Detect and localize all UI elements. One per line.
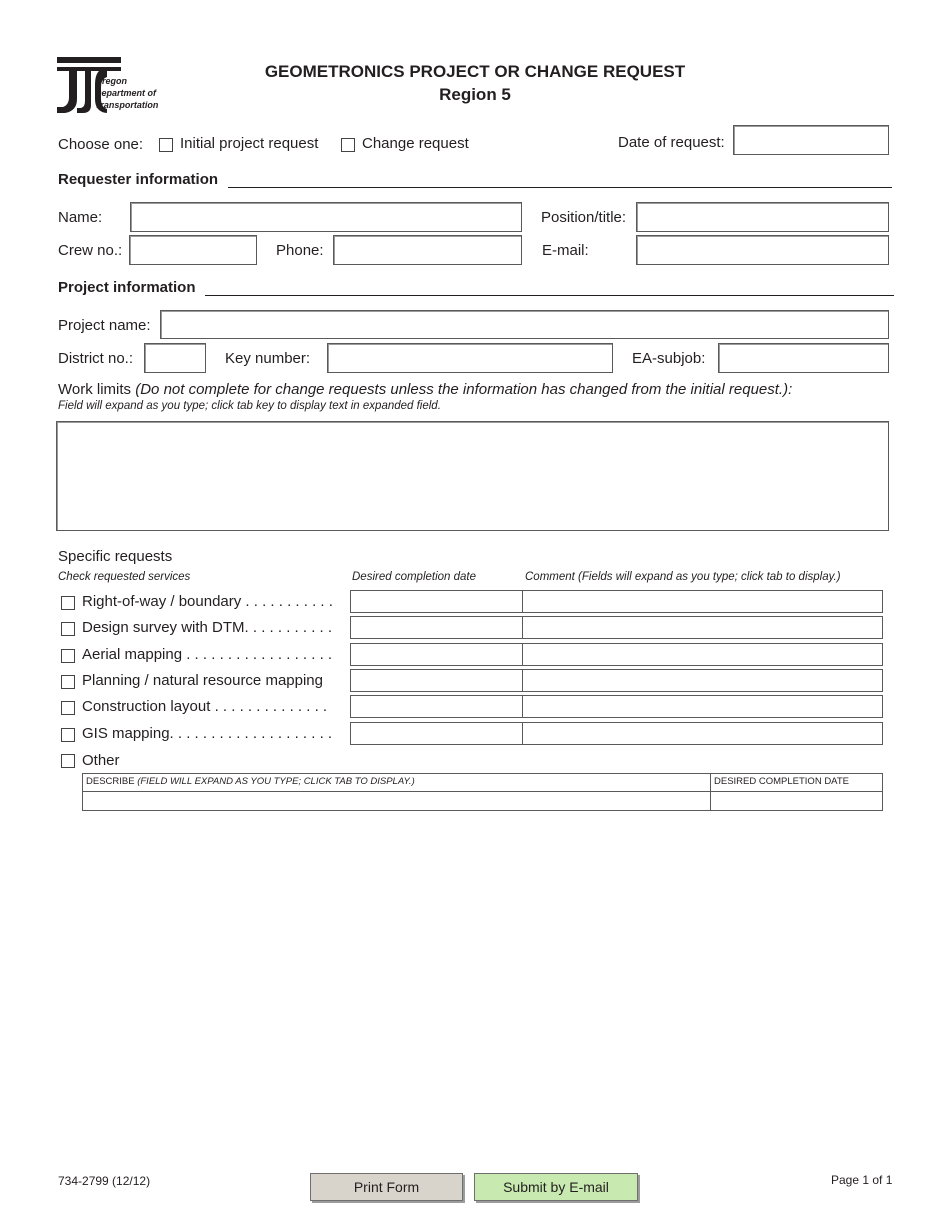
name-label: Name: <box>58 209 103 226</box>
service-checkbox[interactable] <box>61 596 75 610</box>
service-comment-field[interactable] <box>522 590 883 613</box>
comment-column-header: Comment (Fields will expand as you type; click tab to display.) <box>525 571 841 583</box>
service-label: Aerial mapping . . . . . . . . . . . . . . . . . . <box>82 646 333 663</box>
position-label: Position/title: <box>541 209 627 226</box>
work-limits-label <box>58 381 792 398</box>
date-column-header: Desired completion date <box>352 571 477 583</box>
other-date-header: DESIRED COMPLETION DATE <box>714 776 849 787</box>
project-divider <box>205 295 894 296</box>
specific-requests-heading: Specific requests <box>58 548 173 565</box>
phone-field[interactable] <box>333 235 522 265</box>
change-request-label: Change request <box>362 135 469 152</box>
other-label: Other <box>82 752 120 769</box>
email-label: E-mail: <box>542 242 589 259</box>
work-limits-field[interactable] <box>56 421 889 531</box>
ea-subjob-field[interactable] <box>718 343 889 373</box>
work-limits-title: Work limits <box>58 381 132 398</box>
requester-heading: Requester information <box>58 171 219 188</box>
service-date-field[interactable] <box>350 616 523 639</box>
choose-one-label: Choose one: <box>58 136 144 153</box>
district-field[interactable] <box>144 343 206 373</box>
email-field[interactable] <box>636 235 889 265</box>
phone-label: Phone: <box>276 242 324 259</box>
work-limits-expand-note: Field will expand as you type; click tab key to display text in expanded field. <box>58 400 441 412</box>
describe-label: DESCRIBE <box>86 776 135 787</box>
form-number: 734-2799 (12/12) <box>58 1174 151 1188</box>
services-column-header: Check requested services <box>58 571 191 583</box>
service-date-field[interactable] <box>350 669 523 692</box>
service-date-field[interactable] <box>350 695 523 718</box>
change-request-checkbox[interactable] <box>341 138 355 152</box>
describe-note: (FIELD WILL EXPAND AS YOU TYPE; CLICK TAB TO DISPLAY.) <box>137 776 415 787</box>
ea-subjob-label: EA-subjob: <box>632 350 706 367</box>
service-label: Construction layout . . . . . . . . . . . . . . <box>82 698 328 715</box>
service-checkbox[interactable] <box>61 622 75 636</box>
key-number-field[interactable] <box>327 343 613 373</box>
describe-header <box>86 776 415 787</box>
crew-field[interactable] <box>129 235 257 265</box>
service-comment-field[interactable] <box>522 695 883 718</box>
service-comment-field[interactable] <box>522 643 883 666</box>
other-describe-field[interactable] <box>83 792 710 810</box>
other-table <box>82 773 883 811</box>
service-comment-field[interactable] <box>522 722 883 745</box>
position-field[interactable] <box>636 202 889 232</box>
service-date-field[interactable] <box>350 722 523 745</box>
print-form-button[interactable]: Print Form <box>310 1173 463 1201</box>
date-of-request-label: Date of request: <box>618 134 725 151</box>
initial-request-checkbox[interactable] <box>159 138 173 152</box>
other-date-field[interactable] <box>711 792 882 810</box>
initial-request-label: Initial project request <box>180 135 319 152</box>
form-subtitle: Region 5 <box>439 85 511 104</box>
key-number-label: Key number: <box>225 350 311 367</box>
service-comment-field[interactable] <box>522 669 883 692</box>
other-checkbox[interactable] <box>61 754 75 768</box>
service-checkbox[interactable] <box>61 649 75 663</box>
service-date-field[interactable] <box>350 643 523 666</box>
requester-divider <box>228 187 892 188</box>
district-label: District no.: <box>58 350 134 367</box>
crew-label: Crew no.: <box>58 242 123 259</box>
work-limits-note: (Do not complete for change requests unless the information has changed from the initial request.): <box>135 381 793 398</box>
page-number: Page 1 of 1 <box>831 1173 893 1187</box>
project-heading: Project information <box>58 279 196 296</box>
submit-email-button[interactable]: Submit by E-mail <box>474 1173 638 1201</box>
service-checkbox[interactable] <box>61 675 75 689</box>
service-label: GIS mapping. . . . . . . . . . . . . . . . . . . . <box>82 725 333 742</box>
service-comment-field[interactable] <box>522 616 883 639</box>
logo-line-3: Transportation <box>95 100 159 110</box>
service-label: Design survey with DTM. . . . . . . . . . . <box>82 619 333 636</box>
name-field[interactable] <box>130 202 522 232</box>
project-name-label: Project name: <box>58 317 151 334</box>
service-label: Planning / natural resource mapping <box>82 672 323 689</box>
logo-line-1: Oregon <box>95 76 128 86</box>
service-date-field[interactable] <box>350 590 523 613</box>
service-checkbox[interactable] <box>61 728 75 742</box>
project-name-field[interactable] <box>160 310 889 339</box>
logo-line-2: Department of <box>95 88 157 98</box>
date-of-request-field[interactable] <box>733 125 889 155</box>
service-label: Right-of-way / boundary . . . . . . . . . . . <box>82 593 333 610</box>
form-title: GEOMETRONICS PROJECT OR CHANGE REQUEST <box>264 62 686 81</box>
service-checkbox[interactable] <box>61 701 75 715</box>
